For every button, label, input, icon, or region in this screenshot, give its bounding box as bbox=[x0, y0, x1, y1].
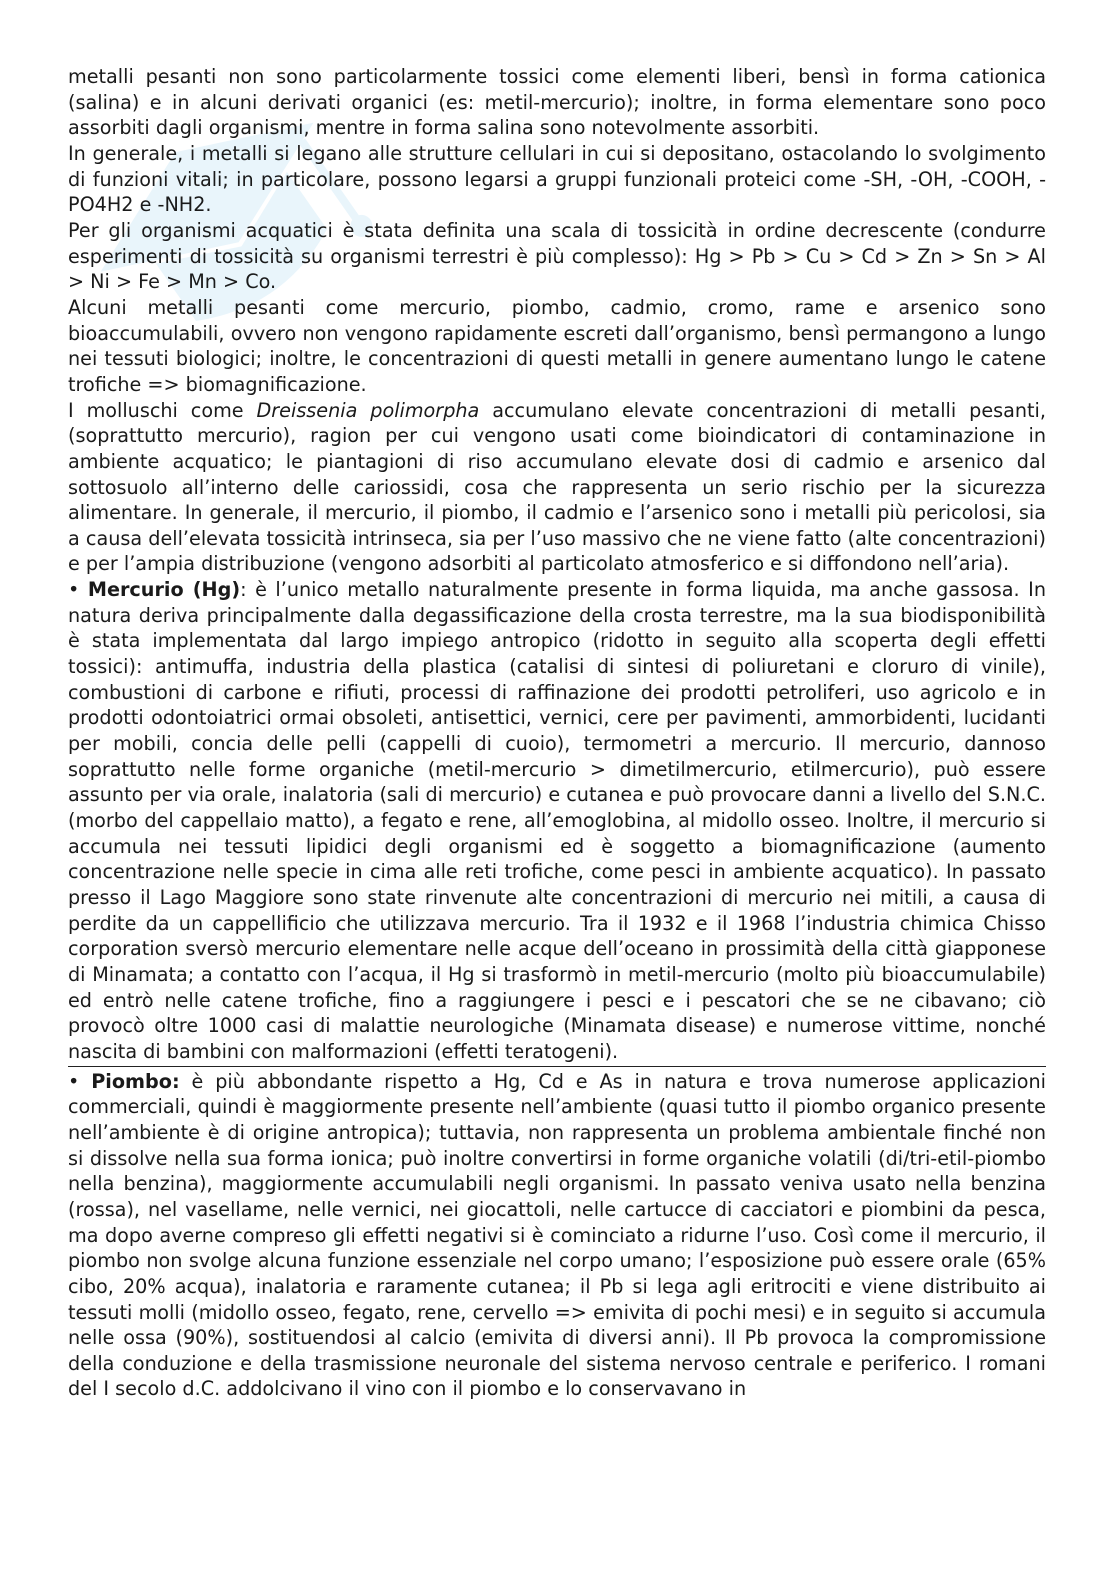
paragraph: Per gli organismi acquatici è stata definita una scala di tossicità in ordine decrescente (condurre esperimenti di tossicità su organismi terrestri è più complesso): Hg > Pb > Cu > Cd > Zn > Sn > Al > Ni > Fe > Mn > Co. bbox=[68, 218, 1046, 294]
paragraph-molluschi bbox=[68, 398, 1046, 578]
species-name: Dreissenia polimorpha bbox=[256, 398, 480, 422]
section-text: è più abbondante rispetto a Hg, Cd e As in natura e trova numerose applicazioni commerciali, quindi è maggiormente presente nell’ambiente (quasi tutto il piombo organico presente nell’ambiente è di origine antropica); tuttavia, non rappresenta un problema ambientale finché non si dissolve nella sua forma ionica; può inoltre convertirsi in forme organiche volatili (di/tri-etil-piombo nella benzina), maggiormente accumulabili negli organismi. In passato veniva usato nella benzina (rossa), nel vasellame, nelle vernici, nei giocattoli, nelle cartucce di cacciatori e piombini da pesca, ma dopo averne compreso gli effetti negativi si è cominciato a ridurne l’uso. Così come il mercurio, il piombo non svolge alcuna funzione essenziale nel corpo umano; l’esposizione può essere orale (65% cibo, 20% acqua), inalatoria e raramente cutanea; il Pb si lega agli eritrociti e viene distribuito ai tessuti molli (midollo osseo, fegato, rene, cervello => emivita di pochi mesi) e in seguito si accumula nelle ossa (90%), sostituendosi al calcio (emivita di diversi anni). Il Pb provoca la compromissione della conduzione e della trasmissione neuronale del sistema nervoso centrale e periferico. I romani del I secolo d.C. addolcivano il vino con il piombo e lo conservavano in bbox=[68, 1069, 1046, 1401]
paragraph: metalli pesanti non sono particolarmente tossici come elementi liberi, bensì in forma cationica (salina) e in alcuni derivati organici (es: metil-mercurio); inoltre, in forma elementare sono poco assorbiti dagli organismi, mentre in forma salina sono notevolmente assorbiti. bbox=[68, 65, 1046, 140]
paragraph: Alcuni metalli pesanti come mercurio, piombo, cadmio, cromo, rame e arsenico sono bioaccumulabili, ovvero non vengono rapidamente escreti dall’organismo, bensì permangono a lungo nei tessuti biologici; inoltre, le concentrazioni di questi metalli in genere aumentano lungo le catene trofiche => biomagnificazione. bbox=[68, 295, 1046, 396]
paragraph: In generale, i metalli si legano alle strutture cellulari in cui si depositano, ostacolando lo svolgimento di funzioni vitali; in particolare, possono legarsi a gruppi funzionali proteici come -SH, -OH, -COOH, -PO4H2 e -NH2. bbox=[68, 141, 1046, 217]
section-text: : è l’unico metallo naturalmente presente in forma liquida, ma anche gassosa. In natura deriva principalmente dalla degassificazione della crosta terrestre, ma la sua biodisponibilità è stata implementata dal largo impiego antropico (ridotto in seguito alla scoperta degli effetti tossici): antimuffa, industria della plastica (catalisi di sintesi di poliuretani e cloruro di vinile), combustioni di carbone e rifiuti, processi di raffinazione dei prodotti petroliferi, uso agricolo e in prodotti odontoiatrici ormai obsoleti, antisettici, vernici, cere per pavimenti, ammorbidenti, lucidanti per mobili, concia delle pelli (cappelli di cuoio), termometri a mercurio. Il mercurio, dannoso soprattutto nelle forme organiche (metil-mercurio > dimetilmercurio, etilmercurio), può essere assunto per via orale, inalatoria (sali di mercurio) e cutanea e può provocare danni a livello del S.N.C. (morbo del cappellaio matto), a fegato e rene, all’emoglobina, al midollo osseo. Inoltre, il mercurio si accumula nei tessuti lipidici degli organismi ed è soggetto a biomagnificazione (aumento concentrazione nelle specie in cima alle reti trofiche, come pesci in ambiente acquatico). In passato presso il Lago Maggiore sono state rinvenute alte concentrazioni di mercurio nei mitili, a causa di perdite da un cappellificio che utilizzava mercurio. Tra il 1932 e il 1968 l’industria chimica Chisso corporation sversò mercurio elementare nelle acque dell’oceano in prossimità della città giapponese di Minamata; a contatto con l’acqua, il Hg si trasformò in metil-mercurio (molto più bioaccumulabile) ed entrò nelle catene trofiche, fino a raggiungere i pesci e i pescatori che se ne cibavano; ciò provocò oltre 1000 casi di malattie neurologiche (Minamata disease) e numerose vittime, nonché nascita di bambini con malformazioni (effetti teratogeni). bbox=[68, 578, 1046, 1063]
bullet: • bbox=[68, 1069, 80, 1093]
section-heading: Mercurio (Hg) bbox=[87, 578, 241, 602]
section-piombo bbox=[68, 1069, 1046, 1403]
text-run: I molluschi come bbox=[68, 398, 257, 422]
document-body bbox=[68, 64, 1046, 1402]
text-run: accumulano elevate concentrazioni di metalli pesanti, (soprattutto mercurio), ragion per cui vengono usati come bioindicatori di contaminazione in ambiente acquatico; le piantagioni di riso accumulano elevate dosi di cadmio e arsenico dal sottosuolo all’interno delle cariossidi, cosa che rappresenta un serio rischio per la sicurezza alimentare. In generale, il mercurio, il piombo, il cadmio e l’arsenico sono i metalli più pericolosi, sia a causa dell’elevata tossicità intrinseca, sia per l’uso massivo che ne viene fatto (alte concentrazioni) e per l’ampia distribuzione (vengono adsorbiti al particolato atmosferico e si diffondono nell’aria). bbox=[68, 398, 1046, 576]
section-heading: Piombo: bbox=[91, 1069, 180, 1093]
bullet: • bbox=[68, 578, 80, 602]
section-mercurio bbox=[68, 577, 1046, 1064]
divider bbox=[68, 1066, 1046, 1067]
